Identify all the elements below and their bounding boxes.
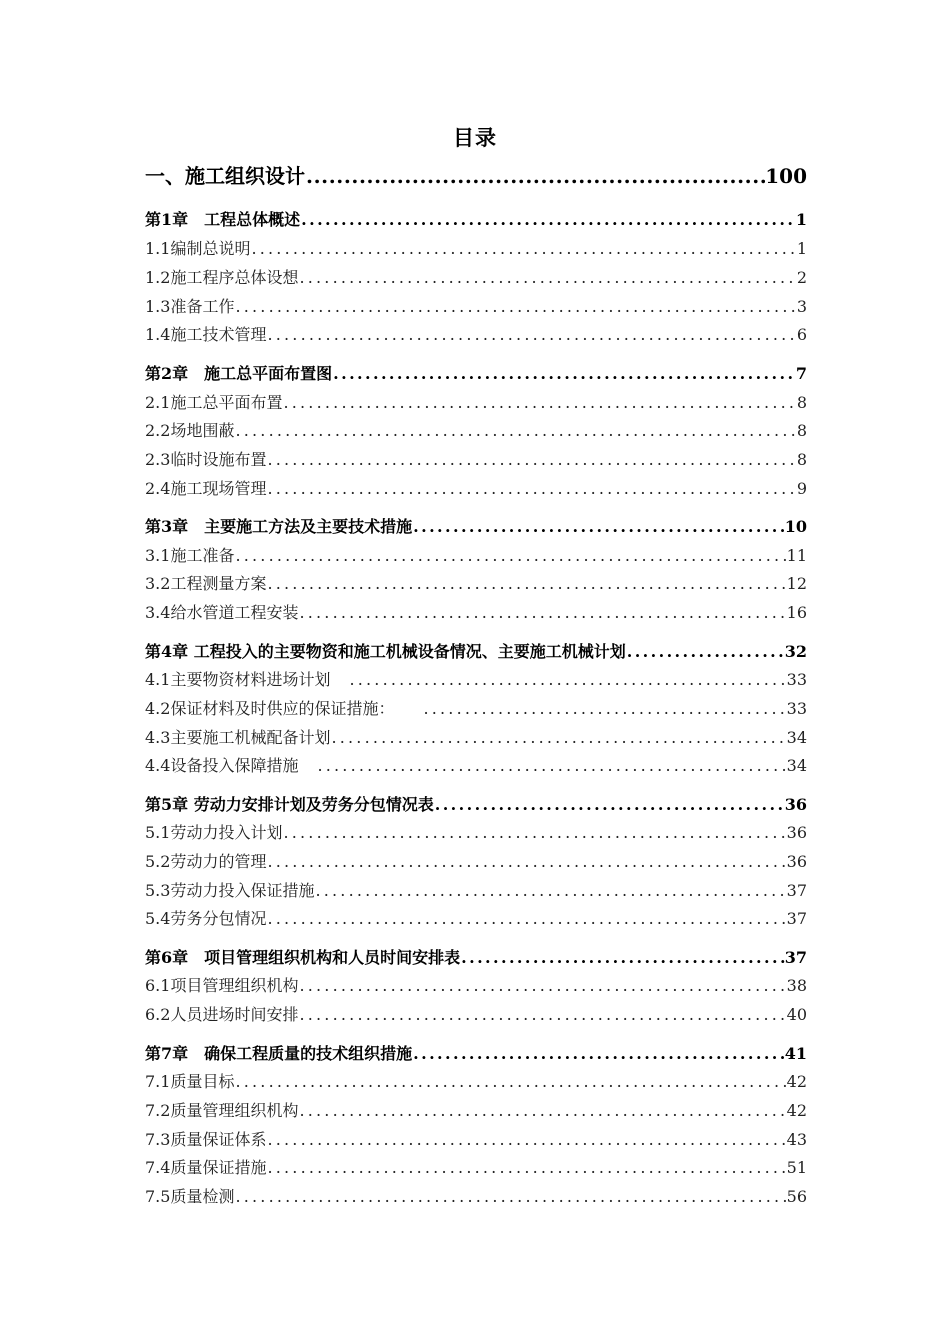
dot-leader: [413, 1044, 785, 1063]
dot-leader: [299, 1005, 786, 1024]
toc-item-7-2[interactable]: [145, 1098, 807, 1121]
toc-chapter-3[interactable]: [145, 514, 807, 537]
dot-leader: [267, 1158, 786, 1177]
toc-item-2-1[interactable]: [145, 390, 807, 413]
toc-item-label: 4.3主要施工机械配备计划: [145, 728, 331, 747]
toc-item-page: 6: [796, 325, 807, 344]
toc-item-label: 2.4施工现场管理: [145, 479, 267, 498]
toc-item-5-3[interactable]: [145, 878, 807, 901]
toc-chapter-label: 第4章 工程投入的主要物资和施工机械设备情况、主要施工机械计划: [145, 642, 626, 661]
toc-item-label: 1.1编制总说明: [145, 239, 251, 258]
toc-chapter-page: 37: [784, 948, 807, 967]
dot-leader: [315, 881, 786, 900]
toc-item-page: 51: [786, 1158, 807, 1177]
toc-item-page: 36: [786, 852, 807, 871]
toc-item-1-4[interactable]: [145, 322, 807, 345]
dot-leader: [235, 421, 796, 440]
toc-item-1-2[interactable]: [145, 265, 807, 288]
toc-chapter-label: 第6章 项目管理组织机构和人员时间安排表: [145, 948, 461, 967]
toc-chapter-page: 36: [784, 795, 807, 814]
toc-item-label: 5.2劳动力的管理: [145, 852, 267, 871]
dot-leader: [267, 479, 796, 498]
toc-item-4-3[interactable]: [145, 725, 807, 748]
toc-item-label: 3.4给水管道工程安装: [145, 603, 299, 622]
toc-item-label: 1.2施工程序总体设想: [145, 268, 299, 287]
toc-item-page: 34: [786, 756, 807, 775]
dot-leader: [349, 670, 786, 689]
toc-section-label: 一、施工组织设计: [145, 164, 305, 188]
toc-item-label: 4.4设备投入保障措施: [145, 756, 299, 775]
toc-item-page: 9: [796, 479, 807, 498]
dot-leader: [299, 1101, 786, 1120]
dot-leader: [333, 364, 796, 383]
toc-item-5-1[interactable]: [145, 820, 807, 843]
toc-item-page: 8: [796, 421, 807, 440]
toc-item-4-4[interactable]: [145, 753, 807, 776]
toc-title: 目录: [453, 125, 497, 150]
toc-chapter-label: 第1章 工程总体概述: [145, 210, 301, 229]
toc-item-label: 6.1项目管理组织机构: [145, 976, 299, 995]
dot-leader: [283, 823, 786, 842]
dot-leader: [299, 268, 796, 287]
dot-leader: [306, 164, 765, 188]
dot-leader: [235, 1072, 786, 1091]
dot-leader: [235, 546, 786, 565]
dot-leader: [627, 642, 785, 661]
dot-leader: [267, 325, 796, 344]
toc-chapter-page: 41: [784, 1044, 807, 1063]
toc-item-page: 37: [786, 909, 807, 928]
toc-item-page: 42: [786, 1101, 807, 1120]
toc-item-2-3[interactable]: [145, 447, 807, 470]
toc-item-page: 3: [796, 297, 807, 316]
toc-item-7-3[interactable]: [145, 1127, 807, 1150]
toc-item-3-1[interactable]: [145, 543, 807, 566]
toc-item-6-1[interactable]: [145, 973, 807, 996]
toc-item-page: 42: [786, 1072, 807, 1091]
toc-item-page: 33: [786, 670, 807, 689]
toc-item-7-5[interactable]: [145, 1184, 807, 1207]
toc-chapter-label: 第2章 施工总平面布置图: [145, 364, 333, 383]
toc-item-label: 5.4劳务分包情况: [145, 909, 267, 928]
toc-item-1-3[interactable]: [145, 294, 807, 317]
toc-item-page: 38: [786, 976, 807, 995]
toc-chapter-page: 32: [784, 642, 807, 661]
toc-section-entry[interactable]: [145, 160, 807, 189]
dot-leader: [435, 795, 785, 814]
dot-leader: [267, 574, 786, 593]
toc-item-label: 3.2工程测量方案: [145, 574, 267, 593]
toc-item-page: 43: [786, 1130, 807, 1149]
dot-leader: [413, 517, 785, 536]
toc-chapter-page: 10: [784, 517, 807, 536]
toc-chapter-page: 7: [795, 364, 807, 383]
toc-item-label: 4.2保证材料及时供应的保证措施：: [145, 699, 395, 718]
toc-item-label: 7.5质量检测: [145, 1187, 235, 1206]
toc-item-page: 11: [786, 546, 807, 565]
toc-item-label: 2.1施工总平面布置: [145, 393, 283, 412]
toc-item-page: 34: [786, 728, 807, 747]
toc-item-3-4[interactable]: [145, 600, 807, 623]
toc-item-label: 7.1质量目标: [145, 1072, 235, 1091]
toc-item-page: 33: [786, 699, 807, 718]
toc-item-page: 36: [786, 823, 807, 842]
toc-item-5-2[interactable]: [145, 849, 807, 872]
toc-item-label: 6.2人员进场时间安排: [145, 1005, 299, 1024]
toc-item-label: 2.3临时设施布置: [145, 450, 267, 469]
toc-item-label: 1.3准备工作: [145, 297, 235, 316]
dot-leader: [267, 909, 786, 928]
toc-item-2-2[interactable]: [145, 418, 807, 441]
dot-leader: [299, 603, 786, 622]
toc-item-label: 5.1劳动力投入计划: [145, 823, 283, 842]
dot-leader: [251, 239, 796, 258]
toc-item-page: 40: [786, 1005, 807, 1024]
toc-item-page: 12: [786, 574, 807, 593]
dot-leader: [423, 699, 786, 718]
toc-item-label: 3.1施工准备: [145, 546, 235, 565]
toc-item-6-2[interactable]: [145, 1002, 807, 1025]
toc-item-page: 8: [796, 393, 807, 412]
dot-leader: [267, 450, 796, 469]
dot-leader: [235, 297, 796, 316]
toc-chapter-7[interactable]: [145, 1041, 807, 1064]
dot-leader: [267, 1130, 786, 1149]
toc-item-page: 37: [786, 881, 807, 900]
toc-chapter-2[interactable]: [145, 361, 807, 384]
dot-leader: [331, 728, 786, 747]
toc-item-7-1[interactable]: [145, 1069, 807, 1092]
toc-item-4-2[interactable]: [145, 696, 807, 719]
dot-leader: [235, 1187, 786, 1206]
toc-chapter-6[interactable]: [145, 945, 807, 968]
dot-leader: [317, 756, 786, 775]
toc-item-label: 7.3质量保证体系: [145, 1130, 267, 1149]
toc-item-2-4[interactable]: [145, 476, 807, 499]
toc-item-1-1[interactable]: [145, 236, 807, 259]
toc-item-label: 7.4质量保证措施: [145, 1158, 267, 1177]
toc-item-5-4[interactable]: [145, 906, 807, 929]
toc-item-page: 16: [786, 603, 807, 622]
toc-chapter-label: 第7章 确保工程质量的技术组织措施: [145, 1044, 413, 1063]
toc-item-page: 1: [796, 239, 807, 258]
toc-item-3-2[interactable]: [145, 571, 807, 594]
toc-item-7-4[interactable]: [145, 1155, 807, 1178]
toc-chapter-page: 1: [795, 210, 807, 229]
toc-chapter-1[interactable]: [145, 207, 807, 230]
toc-item-label: 7.2质量管理组织机构: [145, 1101, 299, 1120]
dot-leader: [301, 210, 796, 229]
toc-chapter-label: 第3章 主要施工方法及主要技术措施: [145, 517, 413, 536]
toc-chapter-4[interactable]: [145, 639, 807, 662]
toc-section-page: 100: [765, 164, 807, 188]
toc-item-page: 8: [796, 450, 807, 469]
toc-item-label: 1.4施工技术管理: [145, 325, 267, 344]
dot-leader: [461, 948, 785, 967]
toc-item-page: 2: [796, 268, 807, 287]
dot-leader: [283, 393, 796, 412]
dot-leader: [267, 852, 786, 871]
toc-item-label: 2.2场地围蔽: [145, 421, 235, 440]
toc-chapter-5[interactable]: [145, 792, 807, 815]
toc-item-page: 56: [786, 1187, 807, 1206]
toc-item-4-1[interactable]: [145, 667, 807, 690]
toc-chapter-label: 第5章 劳动力安排计划及劳务分包情况表: [145, 795, 434, 814]
toc-item-label: 5.3劳动力投入保证措施: [145, 881, 315, 900]
toc-item-label: 4.1主要物资材料进场计划: [145, 670, 331, 689]
dot-leader: [299, 976, 786, 995]
